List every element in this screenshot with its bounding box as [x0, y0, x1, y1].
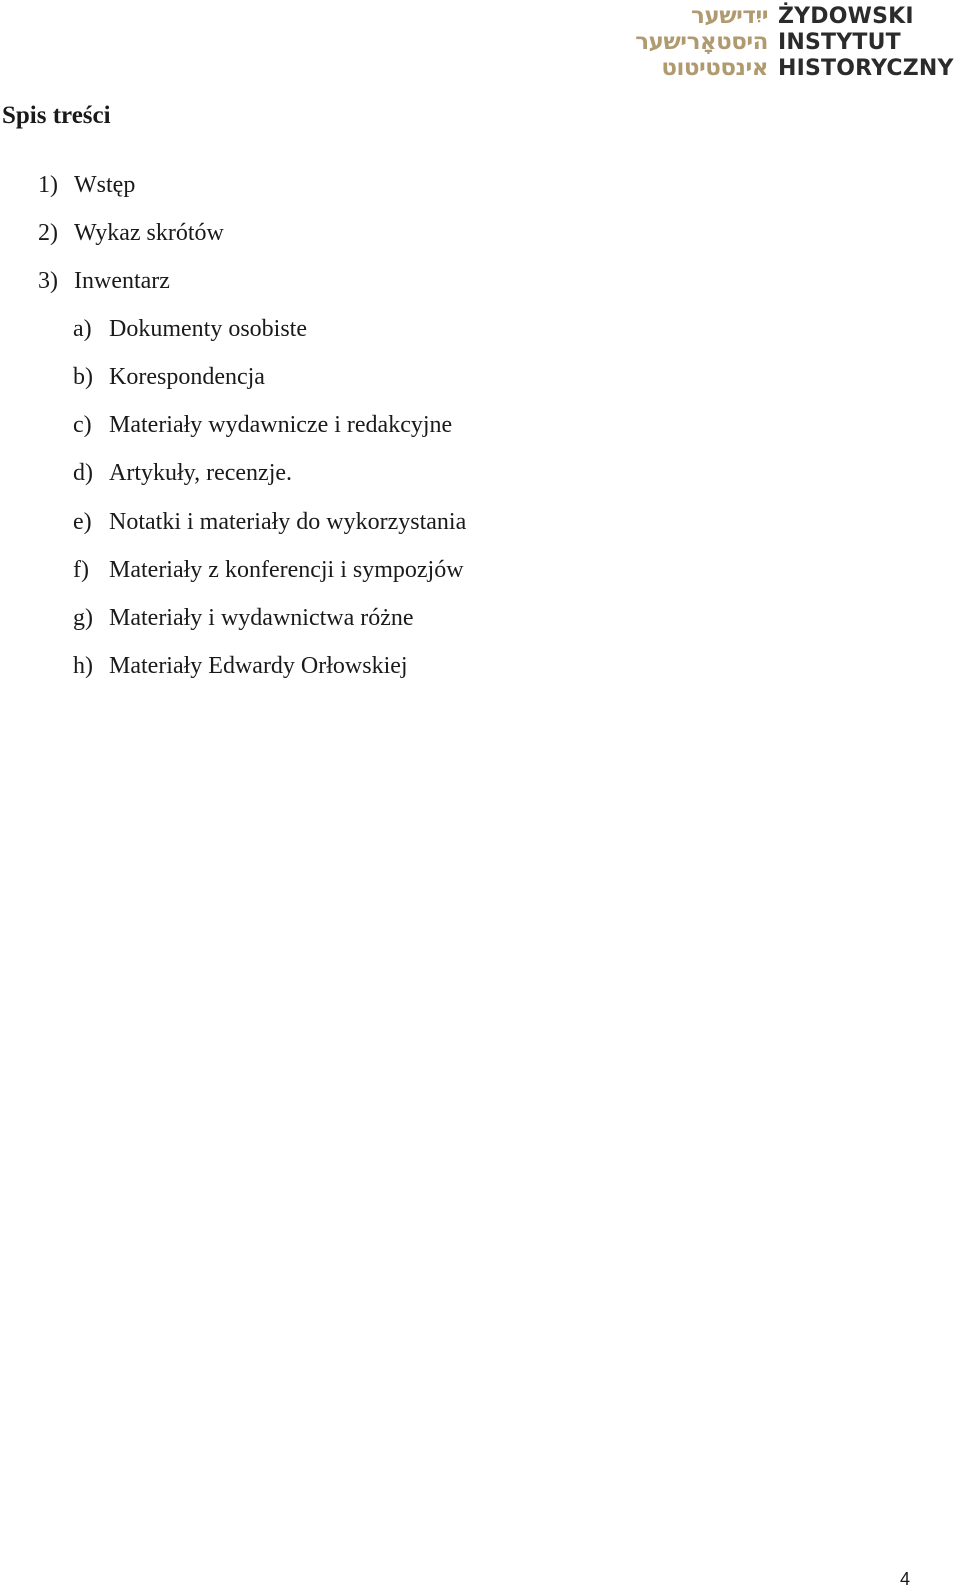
- toc-item-label: Wstęp: [74, 172, 136, 198]
- toc-item-label: Inwentarz: [74, 268, 170, 294]
- toc-subitem-correspondence: [73, 362, 265, 392]
- logo-latin-line-2: INSTYTUT: [778, 30, 901, 55]
- toc-subitem-conference-materials: [73, 555, 464, 585]
- toc-subitem-orlowska-materials: [73, 651, 408, 681]
- toc-item-number: f): [73, 557, 89, 583]
- toc-subitem-articles-reviews: [73, 458, 292, 488]
- toc-item-label: Notatki i materiały do wykorzystania: [109, 509, 467, 535]
- logo-latin-line-3: HISTORYCZNY: [778, 56, 954, 81]
- toc-item-number: c): [73, 412, 92, 438]
- toc-item-label: Materiały i wydawnictwa różne: [109, 605, 414, 631]
- page-title: Spis treści: [2, 102, 111, 129]
- toc-item-number: 3): [38, 268, 58, 294]
- toc-item-number: g): [73, 605, 93, 631]
- institute-logo: [620, 4, 960, 82]
- toc-item-label: Korespondencja: [109, 364, 265, 390]
- logo-hebrew-line-1: ייִדישער: [691, 3, 768, 29]
- toc-item-number: b): [73, 364, 93, 390]
- toc-item-label: Artykuły, recenzje.: [109, 460, 293, 486]
- toc-item-number: 2): [38, 220, 58, 246]
- toc-item-label: Materiały wydawnicze i redakcyjne: [109, 412, 453, 438]
- toc-item-label: Wykaz skrótów: [74, 220, 224, 246]
- toc-item-intro: [38, 170, 135, 200]
- toc-item-number: 1): [38, 172, 58, 198]
- toc-subitem-personal-documents: [73, 314, 307, 344]
- page-number: 4: [899, 1569, 910, 1589]
- toc-subitem-publishing-materials: [73, 410, 452, 440]
- logo-hebrew-line-2: היסטאָרישער: [635, 29, 768, 55]
- toc-item-inventory: [38, 266, 170, 296]
- toc-item-label: Dokumenty osobiste: [109, 316, 307, 342]
- toc-subitem-notes: [73, 507, 466, 537]
- toc-item-label: Materiały z konferencji i sympozjów: [109, 557, 464, 583]
- logo-hebrew-line-3: אינסטיטוט: [661, 55, 768, 81]
- logo-latin-line-1: ŻYDOWSKI: [778, 4, 914, 29]
- toc-subitem-misc-materials: [73, 603, 414, 633]
- toc-item-number: e): [73, 509, 92, 535]
- toc-item-number: h): [73, 653, 93, 679]
- toc-item-label: Materiały Edwardy Orłowskiej: [109, 653, 408, 679]
- toc-item-number: a): [73, 316, 92, 342]
- toc-item-number: d): [73, 460, 93, 486]
- toc-item-abbreviations: [38, 218, 224, 248]
